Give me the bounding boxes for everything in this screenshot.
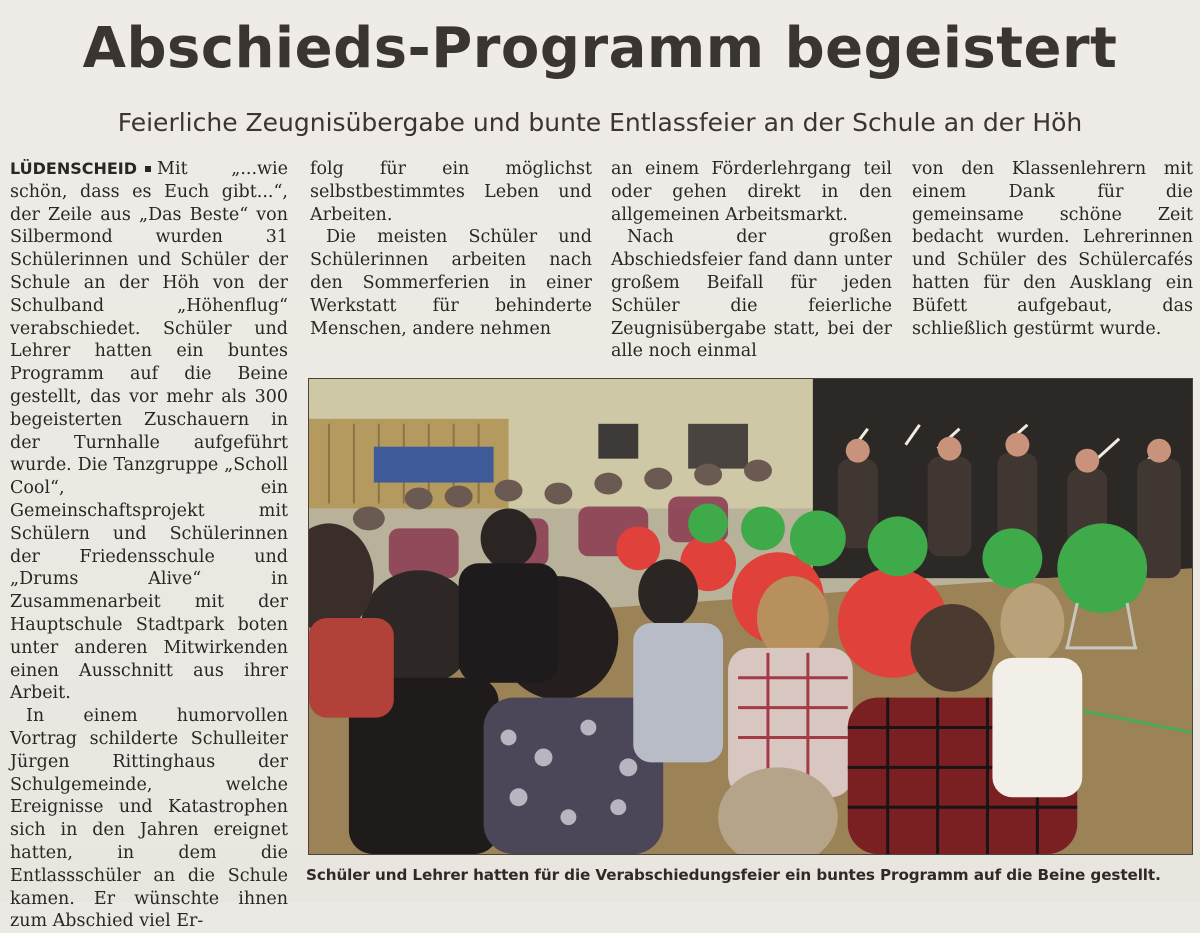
text-column-2 xyxy=(310,158,592,340)
bullet-mark xyxy=(145,166,151,172)
paragraph xyxy=(10,158,288,705)
article-photo xyxy=(308,378,1193,855)
paragraph: Nach der großen Abschiedsfeier fand dann unter großem Beifall für jeden Schüler die feierliche Zeugnisübergabe statt, bei der alle noch einmal xyxy=(611,227,892,362)
paragraph-text: Mit „...wie schön, dass es Euch gibt...“, der Zeile aus „Das Beste“ von Silbermond wurden 31 Schülerinnen und Schüler der Schule an der Höh von der Schulband „Höhenflug“ verabschiedet. Schüler und Lehrer hatten ein buntes Programm auf die Beine gestellt, das vor mehr als 300 begeisterten Zuschauern in der Turnhalle aufgeführt wurde. Die Tanzgruppe „Scholl Cool“, ein Gemeinschaftsprojekt mit Schülern und Schülerinnen der Friedensschule und „Drums Alive“ in Zusammenarbeit mit der Hauptschule Stadtpark boten unter anderen Mitwirkenden einen Ausschnitt aus ihrer Arbeit. xyxy=(10,159,288,704)
dateline: LÜDENSCHEID xyxy=(10,159,138,178)
gym-photo-illustration xyxy=(309,379,1192,854)
article-headline: Abschieds-Programm begeistert xyxy=(82,16,1118,81)
paragraph: folg für ein möglichst selbstbestimmtes Leben und Arbeiten. xyxy=(310,159,592,225)
paragraph: an einem Förderlehrgang teil oder gehen direkt in den allgemeinen Arbeitsmarkt. xyxy=(611,159,892,225)
paragraph: von den Klassenlehrern mit einem Dank für die gemeinsame schöne Zeit bedacht wurden. Lehrerinnen und Schüler des Schülercafés hatten für den Ausklang ein Büfett aufgebaut, das schließlich gestürmt wurde. xyxy=(912,159,1193,339)
photo-caption: Schüler und Lehrer hatten für die Verabschiedungsfeier ein buntes Programm auf die Beine gestellt. xyxy=(306,866,1161,884)
text-column-1 xyxy=(10,158,288,933)
article-subheadline: Feierliche Zeugnisübergabe und bunte Entlassfeier an der Schule an der Höh xyxy=(117,108,1083,137)
text-column-3 xyxy=(611,158,892,363)
paragraph: Die meisten Schüler und Schülerinnen arbeiten nach den Sommerferien in einer Werkstatt für behinderte Menschen, andere nehmen xyxy=(310,227,592,339)
paragraph: In einem humorvollen Vortrag schilderte Schulleiter Jürgen Rittinghaus der Schulgemeinde, welche Ereignisse und Katastrophen sich in den Jahren ereignet hatten, in dem die Entlassschüler an die Schule kamen. Er wünschte ihnen zum Abschied viel Er- xyxy=(10,706,288,932)
text-column-4 xyxy=(912,158,1193,340)
